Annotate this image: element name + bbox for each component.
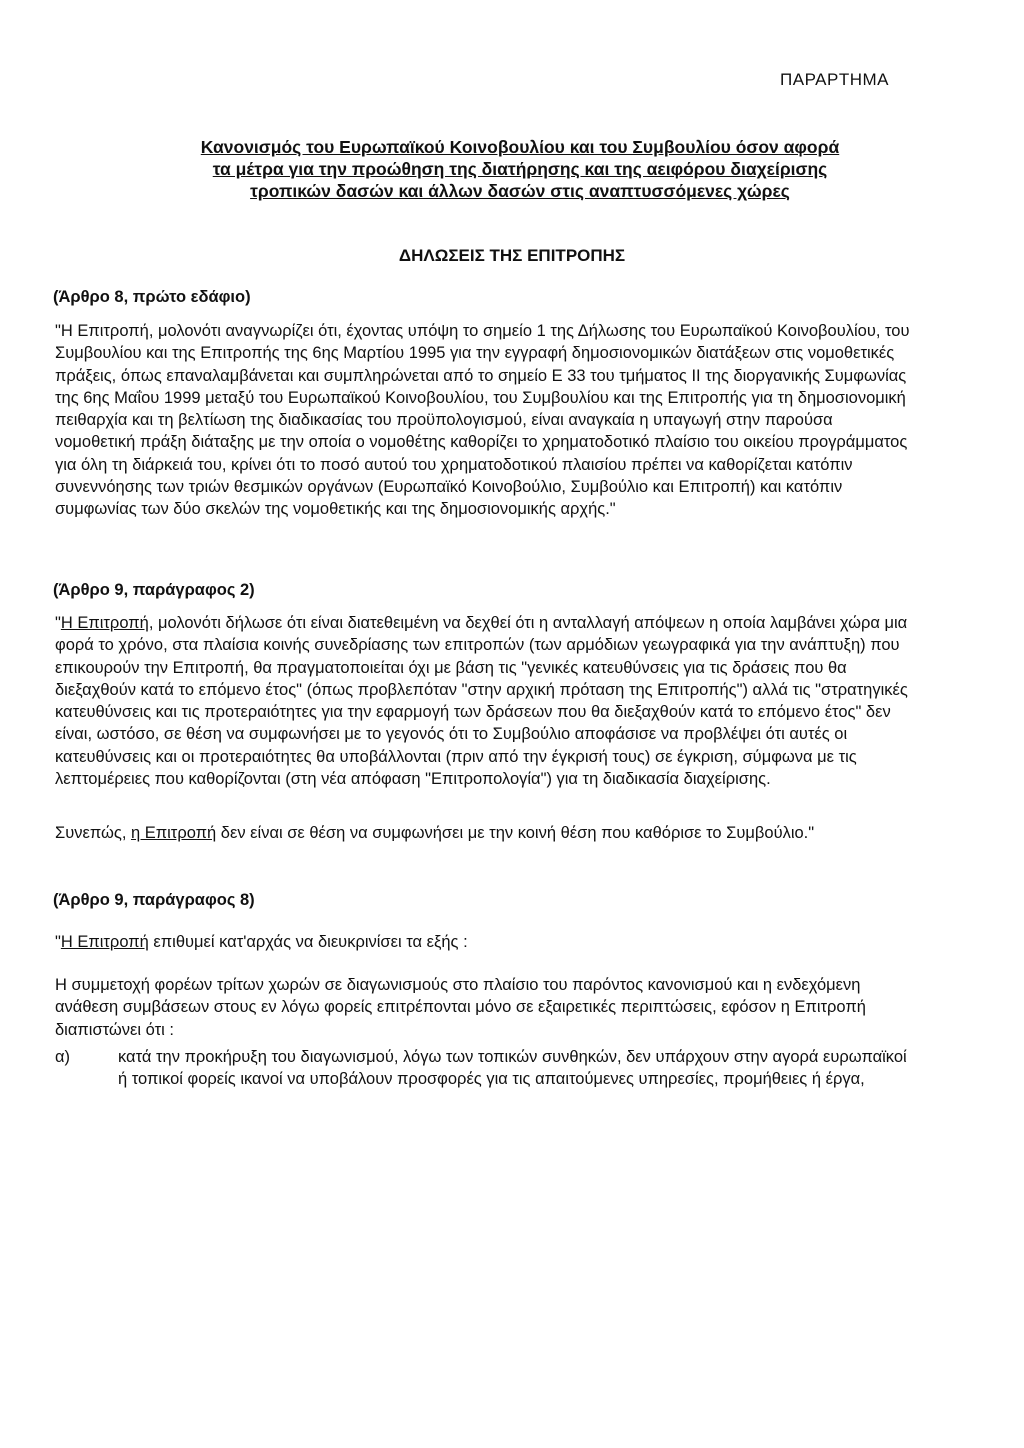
article-8-reference: (Άρθρο 8, πρώτο εδάφιο) xyxy=(53,288,251,306)
article-9-2-conclusion xyxy=(55,822,915,844)
article-9-2-reference: (Άρθρο 9, παράγραφος 2) xyxy=(53,581,255,599)
list-item-text: κατά την προκήρυξη του διαγωνισμού, λόγω των τοπικών συνθηκών, δεν υπάρχουν στην αγορά ευρωπαϊκοί ή τοπικοί φορείς ικανοί να υποβάλουν προσφορές για τις απαιτούμενες υπηρεσίες, προμήθειες ή έργα, xyxy=(118,1048,907,1089)
quote-open: " xyxy=(55,933,61,951)
statement-body: , μολονότι δήλωσε ότι είναι διατεθειμένη να δεχθεί ότι η ανταλλαγή απόψεων η οποία λαμβάνει χώρα μια φορά το χρόνο, στα πλαίσια κοινής συνεδρίασης των επιτροπών (των αρμόδιων γεωγραφικά για την ανάπτυξη) που επικουρούν την Επιτροπή, θα πραγματοποιείται όχι με βάση τις "γενικές κατευθύνσεις για τις δράσεις που θα διεξαχθούν κατά το επόμενο έτος" (όπως προβλεπόταν "στην αρχική πρόταση της Επιτροπής") αλλά τις "στρατηγικές κατευθύνσεις και τις προτεραιότητες για την εφαρμογή των δράσεων που θα διεξαχθούν κατά το επόμενο έτος" δεν είναι, ωστόσο, σε θέση να συμφωνήσει με το γεγονός ότι το Συμβούλιο αποφάσισε να προβλέψει ότι αυτές οι κατευθύνσεις και οι προτεραιότητες θα υποβάλλονται (πριν από την έγκρισή τους) σε έγκριση, σύμφωνα με τις λεπτομέρειες που καθορίζονται (στη νέα απόφαση "Επιτροπολογία") για τη διαδικασία διαχείρισης. xyxy=(55,614,908,789)
commission-subject: Η Επιτροπή xyxy=(60,614,149,632)
article-9-2-statement xyxy=(55,612,915,790)
article-9-8-conditions: Η συμμετοχή φορέων τρίτων χωρών σε διαγωνισμούς στο πλαίσιο του παρόντος κανονισμού και η ενδεχόμενη ανάθεση συμβάσεων στους εν λόγω φορείς επιτρέπονται μόνο σε εξαιρετικές περιπτώσεις, εφόσον η Επιτροπή διαπιστώνει ότι : xyxy=(55,976,866,1039)
section-heading: ΔΗΛΩΣΕΙΣ ΤΗΣ ΕΠΙΤΡΟΠΗΣ xyxy=(398,246,626,265)
commission-subject: Η Επιτροπή xyxy=(60,933,149,951)
commission-subject: η Επιτροπή xyxy=(130,824,217,842)
conclusion-start: Συνεπώς, xyxy=(55,824,131,842)
list-marker: α) xyxy=(55,1048,71,1066)
statement-body: επιθυμεί κατ'αρχάς να διευκρινίσει τα εξής : xyxy=(148,933,468,951)
title-line-2: τα μέτρα για την προώθηση της διατήρησης και της αειφόρου διαχείρισης xyxy=(212,159,828,179)
document-title xyxy=(120,136,920,202)
title-line-1: Κανονισμός του Ευρωπαϊκού Κοινοβουλίου και του Συμβουλίου όσον αφορά xyxy=(200,137,840,157)
annex-label: ΠΑΡΑΡΤΗΜΑ xyxy=(779,70,889,89)
conclusion-body: δεν είναι σε θέση να συμφωνήσει με την κοινή θέση που καθόρισε το Συμβούλιο." xyxy=(216,824,815,842)
title-line-3: τροπικών δασών και άλλων δασών στις αναπτυσσόμενες χώρες xyxy=(250,181,790,201)
article-9-8-statement xyxy=(55,931,915,953)
article-9-8-reference: (Άρθρο 9, παράγραφος 8) xyxy=(53,891,255,909)
quote-open: " xyxy=(55,614,61,632)
article-8-statement: "Η Επιτροπή, μολονότι αναγνωρίζει ότι, έχοντας υπόψη το σημείο 1 της Δήλωσης του Ευρωπαϊκού Κοινοβουλίου, του Συμβουλίου και της Επιτροπής της 6ης Μαρτίου 1995 για την εγγραφή δημοσιονομικών διατάξεων στις νομοθετικές πράξεις, όπως επαναλαμβάνεται και συμπληρώνεται από το σημείο Ε 33 του τμήματος ΙΙ της διοργανικής Συμφωνίας της 6ης Μαΐου 1999 μεταξύ του Ευρωπαϊκού Κοινοβουλίου, του Συμβουλίου και της Επιτροπής για τη δημοσιονομική πειθαρχία και τη βελτίωση της διαδικασίας του προϋπολογισμού, είναι αναγκαία η υπαγωγή στην παρούσα νομοθετική πράξη διάταξης με την οποία ο νομοθέτης καθορίζει το χρηματοδοτικό πλαίσιο του οικείου προγράμματος για όλη τη διάρκειά του, κρίνει ότι το ποσό αυτού του χρηματοδοτικού πλαισίου πρέπει να καθορίζεται κατόπιν συνεννόησης των τριών θεσμικών οργάνων (Ευρωπαϊκό Κοινοβούλιο, Συμβούλιο και Επιτροπή) και κατόπιν συμφωνίας των δύο σκελών της νομοθετικής και της δημοσιονομικής αρχής." xyxy=(55,322,910,519)
